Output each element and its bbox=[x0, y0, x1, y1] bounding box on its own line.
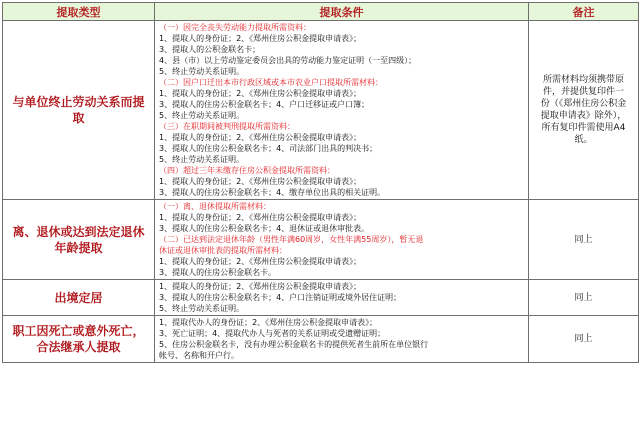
condition-line: 5、终止劳动关系证明。 bbox=[159, 67, 245, 76]
condition-line: 1、提取人的身份证；2、《郑州住房公积金提取申请表》； bbox=[159, 89, 362, 98]
condition-line: 3、提取人的住房公积金联名卡；4、户口注销证明或境外居住证明； bbox=[159, 293, 402, 302]
condition-heading: （二）因户口迁出本市行政区域或本市农业户口提取所需材料： bbox=[159, 78, 383, 87]
condition-line: 1、提取人的身份证；2、《郑州住房公积金提取申请表》； bbox=[159, 213, 362, 222]
withdrawal-table bbox=[2, 2, 639, 363]
withdrawal-note: 同上 bbox=[529, 280, 639, 316]
header-conditions: 提取条件 bbox=[155, 3, 529, 21]
withdrawal-conditions bbox=[155, 200, 529, 280]
condition-line: 1、提取人的身份证；2、《郑州住房公积金提取申请表》； bbox=[159, 133, 362, 142]
condition-line: 3、提取人的公积金联名卡； bbox=[159, 45, 261, 54]
condition-line: 3、提取人的住房公积金联名卡；4、户口迁移证或户口簿； bbox=[159, 100, 370, 109]
withdrawal-type: 与单位终止劳动关系而提取 bbox=[3, 21, 155, 200]
header-row bbox=[3, 3, 639, 21]
header-notes: 备注 bbox=[529, 3, 639, 21]
withdrawal-type: 离、退休或达到法定退休年龄提取 bbox=[3, 200, 155, 280]
condition-line: 3、死亡证明；4、提取代办人与死者的关系证明或受遗赠证明； bbox=[159, 329, 386, 338]
condition-heading: （一）因完全丧失劳动能力提取所需资料： bbox=[159, 23, 311, 32]
table-body bbox=[3, 21, 639, 363]
withdrawal-conditions bbox=[155, 316, 529, 363]
condition-heading: （二）已达到法定退休年龄（男性年满60周岁，女性年满55周岁），暂无退 bbox=[159, 235, 424, 244]
withdrawal-type: 出境定居 bbox=[3, 280, 155, 316]
condition-line: 5、住房公积金联名卡，没有办理公积金联名卡的提供死者生前所在单位银行 bbox=[159, 340, 429, 349]
condition-line: 3、提取人的住房公积金联名卡。 bbox=[159, 268, 277, 277]
condition-line: 4、县（市）以上劳动鉴定委员会出具的劳动能力鉴定证明（一至四级）； bbox=[159, 56, 417, 65]
withdrawal-type: 职工因死亡或意外死亡，合法继承人提取 bbox=[3, 316, 155, 363]
condition-line: 5、终止劳动关系证明。 bbox=[159, 155, 245, 164]
condition-line: 1、提取人的身份证；2、《郑州住房公积金提取申请表》； bbox=[159, 177, 362, 186]
condition-line: 1、提取代办人的身份证；2、《郑州住房公积金提取申请表》； bbox=[159, 318, 378, 327]
condition-heading: （四）超过三年未缴存住房公积金提取所需资料： bbox=[159, 166, 335, 175]
table-row bbox=[3, 280, 639, 316]
withdrawal-note: 同上 bbox=[529, 316, 639, 363]
condition-line: 3、提取人的住房公积金联名卡；4、司法部门出具的判决书； bbox=[159, 144, 378, 153]
withdrawal-conditions bbox=[155, 21, 529, 200]
condition-heading: 休证或退休审批表的提取所需材料： bbox=[159, 246, 287, 255]
condition-line: 3、提取人的住房公积金联名卡；4、缴存单位出具的相关证明。 bbox=[159, 188, 386, 197]
condition-line: 1、提取人的身份证；2、《郑州住房公积金提取申请表》； bbox=[159, 282, 362, 291]
table-row bbox=[3, 21, 639, 200]
withdrawal-note: 所需材料均须携带原件，并提供复印件一份（《郑州住房公积金提取申请表》除外），所有复印件需使用A4纸。 bbox=[529, 21, 639, 200]
condition-heading: （一）离、退休提取所需材料： bbox=[159, 202, 271, 211]
condition-heading: （三）在职期间被判刑提取所需资料： bbox=[159, 122, 295, 131]
condition-line: 5、终止劳动关系证明。 bbox=[159, 304, 245, 313]
table-row bbox=[3, 200, 639, 280]
condition-line: 1、提取人的身份证；2、《郑州住房公积金提取申请表》； bbox=[159, 34, 362, 43]
condition-line: 5、终止劳动关系证明。 bbox=[159, 111, 245, 120]
header-type: 提取类型 bbox=[3, 3, 155, 21]
withdrawal-note: 同上 bbox=[529, 200, 639, 280]
condition-line: 3、提取人的住房公积金联名卡；4、退休证或退休审批表。 bbox=[159, 224, 370, 233]
condition-line: 1、提取人的身份证；2、《郑州住房公积金提取申请表》； bbox=[159, 257, 362, 266]
condition-line: 帐号、名称和开户行。 bbox=[159, 351, 239, 360]
withdrawal-conditions bbox=[155, 280, 529, 316]
table-row bbox=[3, 316, 639, 363]
